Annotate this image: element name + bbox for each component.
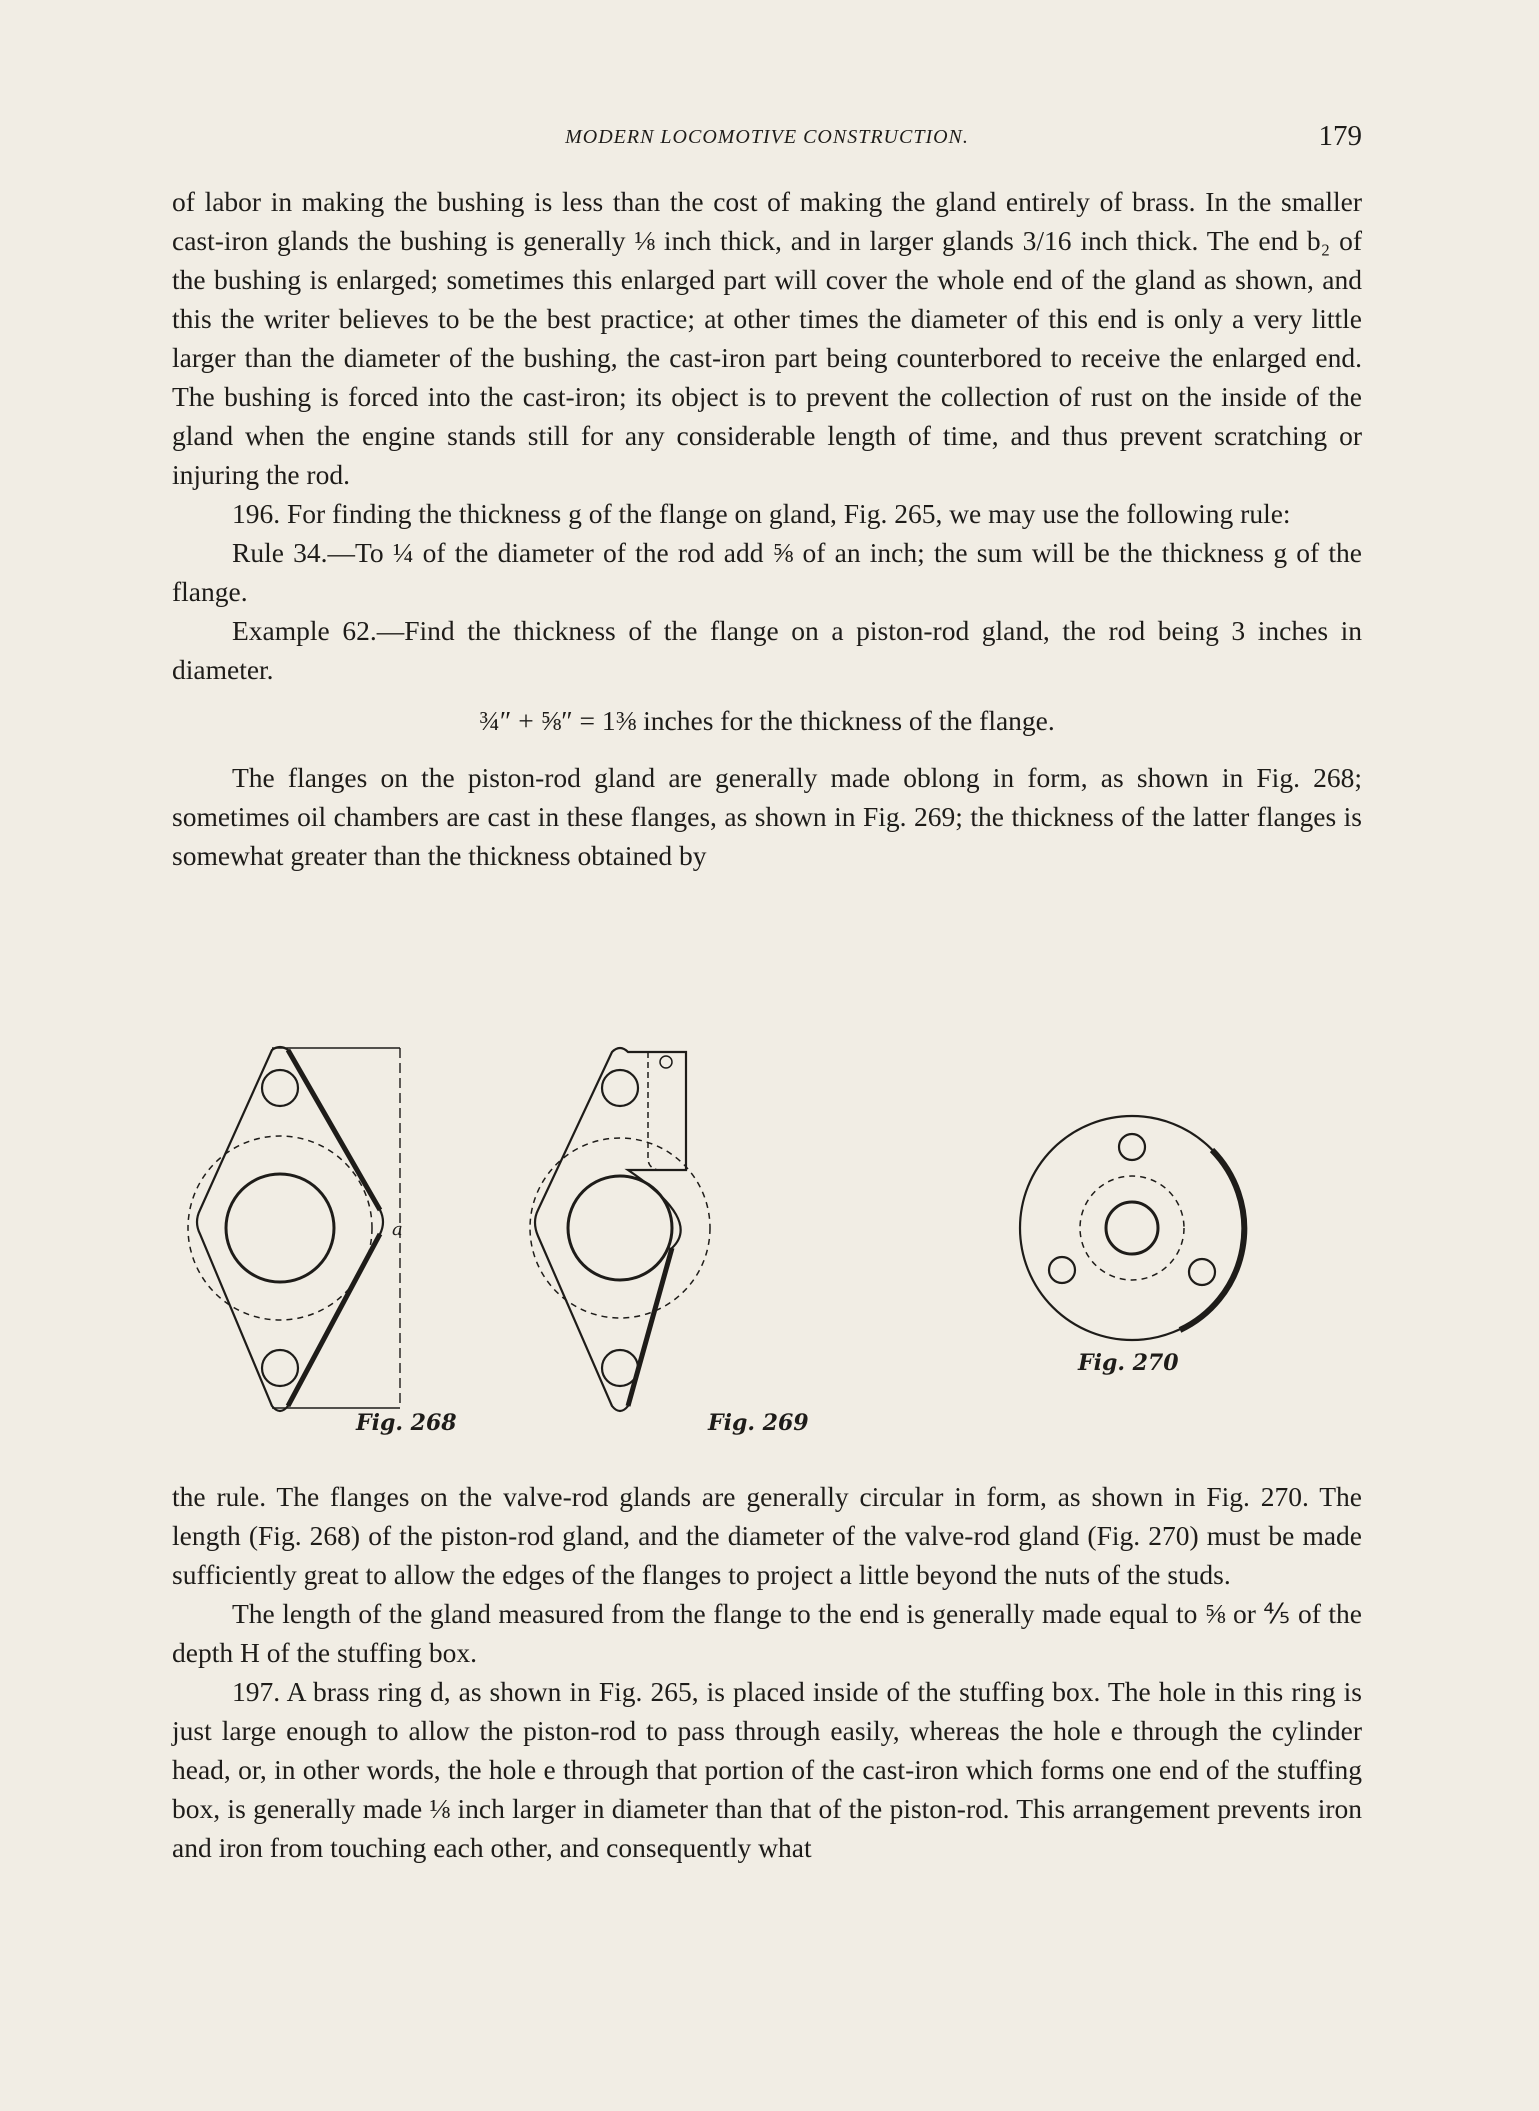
paragraph-bushing: of labor in making the bushing is less than the cost of making the gland entirely of brass. In the smaller cast-iron glands the bushing is generally ⅛ inch thick, and in larger glands 3/16 inch thick. The end b₂ of the bushing is enlarged; sometimes this enlarged part will cover the whole end of the gland as shown, and this the writer believes to be the best practice; at other times the diameter of this end is only a very little larger than the diameter of the bushing, the cast-iron part being counterbored to receive the enlarged end. The bushing is forced into the cast-iron; its object is to prevent the collection of rust on the inside of the gland when the engine stands still for any considerable length of time, and thus prevent scratching or injuring the rod.: [172, 186, 1362, 490]
rod-hole-circle: [226, 1174, 334, 1282]
running-head: [172, 122, 1362, 152]
rod-hole-circle: [1106, 1202, 1158, 1254]
stud-hole-circle: [262, 1350, 298, 1386]
figures-268-270: [172, 1030, 1362, 1450]
flange-shadow-edge: [1180, 1150, 1244, 1330]
paragraph-rule-34: Rule 34.—To ¼ of the diameter of the rod add ⅝ of an inch; the sum will be the thickness g of the flange.: [172, 537, 1362, 607]
fig-269-drawing: [530, 1048, 710, 1411]
flange-shadow-edge: [288, 1234, 380, 1406]
figures-drawing: [172, 1030, 1362, 1450]
stud-hole-circle: [262, 1070, 298, 1106]
gland-body-dashed-circle: [530, 1138, 710, 1318]
paragraph-example-62: Example 62.—Find the thickness of the flange on a piston-rod gland, the rod being 3 inches in diameter.: [172, 615, 1362, 685]
fig-270-label: Fig. 270: [1078, 1350, 1179, 1376]
paragraph-gland-length: The length of the gland measured from the flange to the end is generally made equal to ⅝ or ⅘ of the depth H of the stuffing box.: [172, 1598, 1362, 1668]
paragraph-flanges-oblong: The flanges on the piston-rod gland are generally made oblong in form, as shown in Fig. 268; sometimes oil chambers are cast in these flanges, as shown in Fig. 269; the thickness of the latter flanges is somewhat greater than the thickness obtained by: [172, 762, 1362, 871]
page-number: 179: [1318, 120, 1362, 152]
dimension-letter-a: a: [392, 1219, 403, 1240]
gland-body-dashed-circle: [188, 1136, 372, 1320]
stud-hole-circle: [1119, 1134, 1145, 1160]
fig-270-drawing: [1020, 1116, 1244, 1340]
paragraph-196: 196. For finding the thickness g of the flange on gland, Fig. 265, we may use the following rule:: [232, 498, 1291, 529]
fig-268-label: Fig. 268: [356, 1410, 457, 1436]
fig-268-drawing: [188, 1047, 400, 1411]
stud-hole-circle: [602, 1070, 638, 1106]
fig-269-label: Fig. 269: [708, 1410, 809, 1436]
stud-hole-circle: [602, 1350, 638, 1386]
text-block-lower: [172, 1477, 1362, 1867]
flange-shadow-edge: [288, 1050, 380, 1210]
stud-hole-circle: [1189, 1259, 1215, 1285]
paragraph-circular-flanges: the rule. The flanges on the valve-rod glands are generally circular in form, as shown in Fig. 270. The length (Fig. 268) of the piston-rod gland, and the diameter of the valve-rod gland (Fig. 270) must be made sufficiently great to allow the edges of the flanges to project a little beyond the nuts of the studs.: [172, 1481, 1362, 1590]
rod-hole-circle: [568, 1176, 672, 1280]
oil-hole-circle: [660, 1056, 672, 1068]
stud-hole-circle: [1049, 1257, 1075, 1283]
paragraph-197: 197. A brass ring d, as shown in Fig. 265, is placed inside of the stuffing box. The hole in this ring is just large enough to allow the piston-rod to pass through easily, whereas the hole e through the cylinder head, or, in other words, the hole e through that portion of the cast-iron which forms one end of the stuffing box, is generally made ⅛ inch larger in diameter than that of the piston-rod. This arrangement prevents iron and iron from touching each other, and consequently what: [172, 1676, 1362, 1863]
gland-body-dashed-circle: [1080, 1176, 1184, 1280]
running-title: MODERN LOCOMOTIVE CONSTRUCTION.: [565, 126, 969, 148]
text-block-upper: [172, 182, 1362, 875]
oil-chamber-dashed-outline: [648, 1052, 686, 1170]
equation: ¾″ + ⅝″ = 1⅜ inches for the thickness of the flange.: [479, 705, 1055, 736]
